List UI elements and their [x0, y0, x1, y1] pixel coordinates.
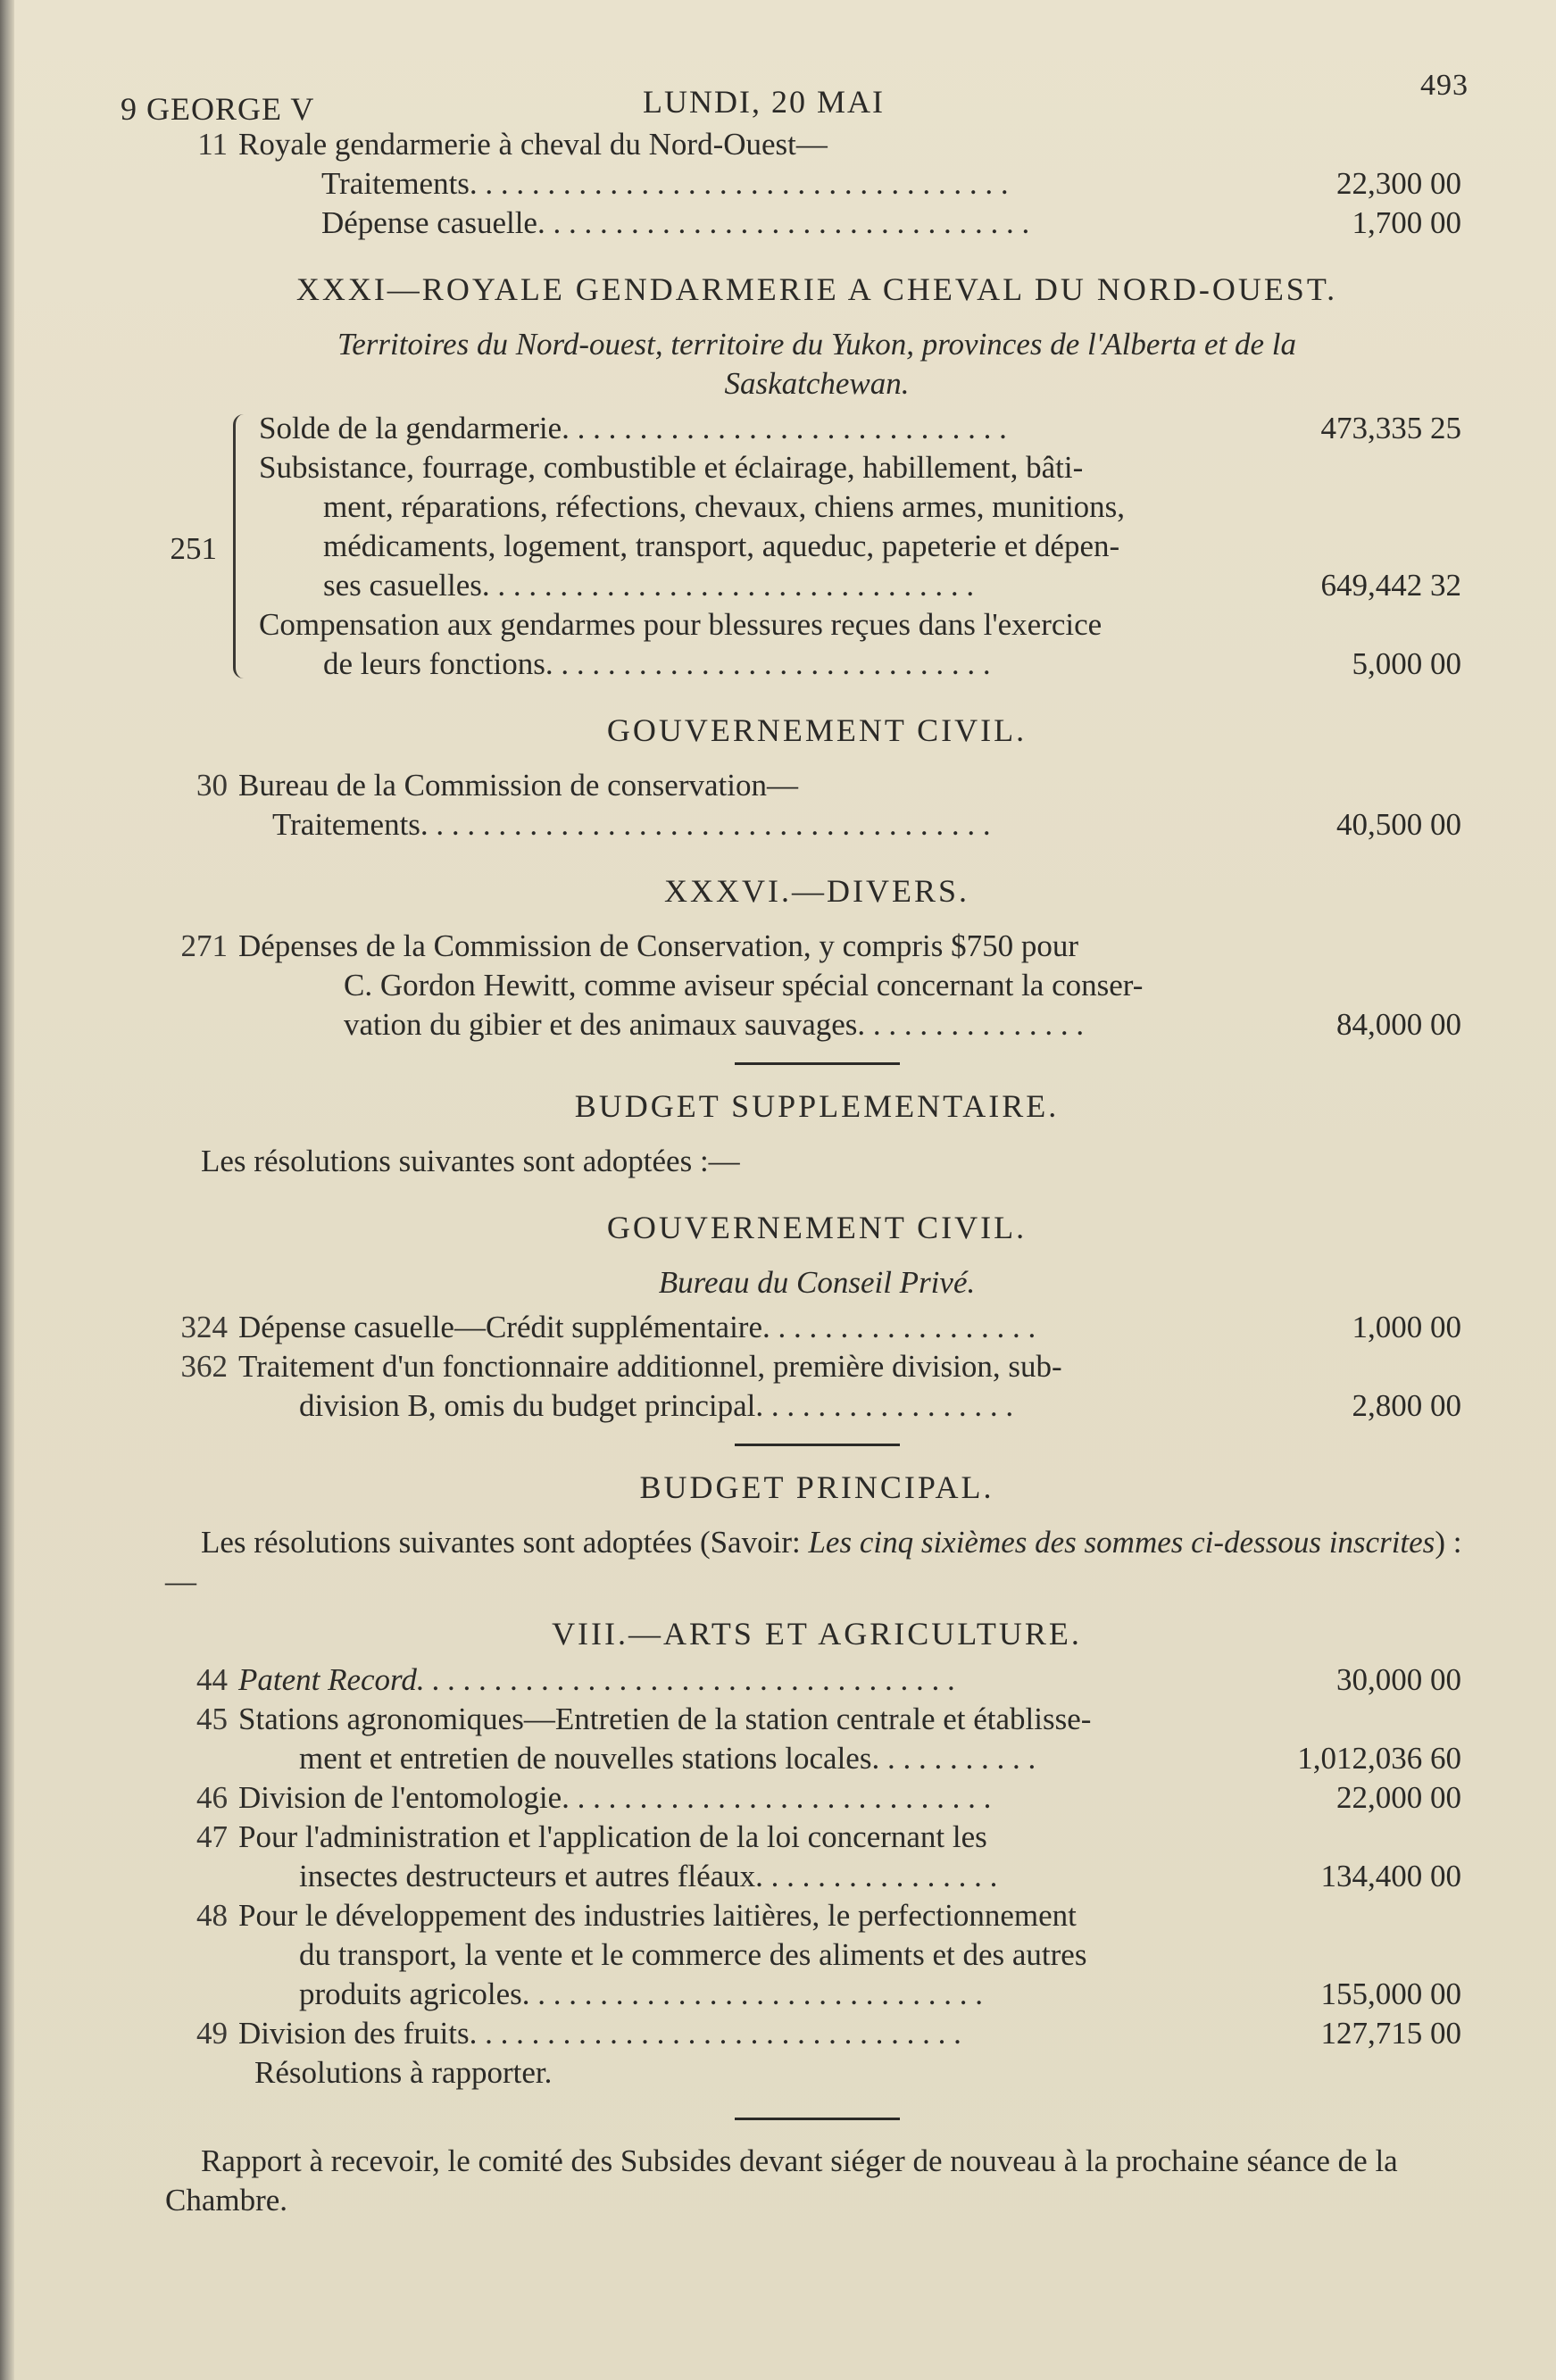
divider-rule	[735, 1062, 900, 1065]
vote-line-amount: 1,012,036 60	[1297, 1741, 1461, 1776]
vote-title: Bureau de la Commission de conservation—	[238, 768, 798, 803]
vote-line-text: Dépense casuelle. . . . . . . . . . . . . . . . . . . . . . . . . . . . . . . .	[321, 205, 1030, 240]
vote-251-group	[165, 409, 1469, 684]
vote-number: 49	[196, 2016, 228, 2051]
section-heading: GOUVERNEMENT CIVIL.	[606, 1210, 1028, 1245]
divider-rule	[735, 1444, 900, 1446]
resolution-text: Les résolutions suivantes sont adoptées :—	[201, 1144, 740, 1178]
report-paragraph: Rapport à recevoir, le comité des Subsides devant siéger de nouveau à la prochaine séance de la Chambre.	[165, 2143, 1398, 2218]
header-regnal-year: 9 GEORGE V	[121, 91, 315, 127]
vote-line-amount: 30,000 00	[1336, 1662, 1461, 1697]
vote-title: Traitement d'un fonctionnaire additionnel, première division, sub-	[238, 1349, 1062, 1384]
vote-number: 11	[197, 127, 228, 162]
page-spine-shadow	[0, 0, 14, 2380]
vote-line-text: Compensation aux gendarmes pour blessures reçues dans l'exercice	[259, 607, 1103, 642]
page-number: 493	[1420, 69, 1469, 102]
vote-line-text: du transport, la vente et le commerce des aliments et des autres	[299, 1937, 1087, 1972]
vote-line	[165, 1005, 1469, 1044]
vote-line-amount: 84,000 00	[1336, 1007, 1461, 1042]
vote-line-text: ment et entretien de nouvelles stations locales. . . . . . . . . . .	[299, 1741, 1036, 1776]
vote-title: Royale gendarmerie à cheval du Nord-Ouest—	[238, 127, 828, 162]
resolution-text: Résolutions à rapporter.	[254, 2055, 553, 2090]
vote-item	[165, 2014, 1469, 2053]
vote-line-amount: 649,442 32	[1320, 568, 1461, 603]
vote-line-text: C. Gordon Hewitt, comme aviseur spécial concernant la conser-	[344, 968, 1144, 1003]
vote-item	[165, 766, 1469, 805]
page-header	[121, 62, 1469, 127]
vote-line	[165, 164, 1469, 204]
vote-item	[165, 1818, 1469, 1857]
vote-number: 48	[196, 1898, 228, 1933]
vote-line-text: médicaments, logement, transport, aqueduc, papeterie et dépen-	[323, 528, 1120, 563]
section-heading: VIII.—ARTS ET AGRICULTURE.	[552, 1616, 1082, 1652]
vote-line	[165, 2053, 1469, 2093]
vote-title: Pour le développement des industries laitières, le perfectionnement	[238, 1898, 1077, 1933]
vote-line	[259, 409, 1469, 448]
vote-line	[259, 448, 1469, 487]
vote-line	[259, 605, 1469, 645]
resolution-text: Les résolutions suivantes sont adoptées (Savoir: Les cinq sixièmes des sommes ci-dessous inscrites) :—	[165, 1525, 1462, 1599]
vote-number: 362	[180, 1349, 228, 1384]
vote-item	[165, 1778, 1469, 1818]
vote-line	[165, 204, 1469, 243]
vote-item	[165, 1700, 1469, 1739]
vote-line	[259, 527, 1469, 566]
vote-number: 30	[196, 768, 228, 803]
vote-line-text: Subsistance, fourrage, combustible et éclairage, habillement, bâti-	[259, 450, 1084, 485]
vote-title: Dépenses de la Commission de Conservation, y compris $750 pour	[238, 928, 1078, 963]
vote-number: 251	[170, 531, 217, 566]
vote-title: Pour l'administration et l'application de la loi concernant les	[238, 1819, 987, 1854]
vote-number: 271	[180, 928, 228, 963]
vote-item	[165, 1660, 1469, 1700]
vote-line	[165, 1975, 1469, 2014]
divider-rule	[735, 2118, 900, 2120]
vote-line-text: vation du gibier et des animaux sauvages. . . . . . . . . . . . . . .	[344, 1007, 1085, 1042]
vote-item	[165, 1347, 1469, 1386]
vote-line-amount: 1,700 00	[1352, 205, 1461, 240]
vote-line-amount: 2,800 00	[1352, 1388, 1461, 1423]
vote-line-text: Traitements. . . . . . . . . . . . . . . . . . . . . . . . . . . . . . . . . . . . .	[272, 807, 991, 842]
vote-line	[259, 645, 1469, 684]
vote-number: 46	[196, 1780, 228, 1815]
vote-number: 324	[180, 1310, 228, 1344]
header-date: LUNDI, 20 MAI	[643, 84, 885, 120]
section-heading: GOUVERNEMENT CIVIL.	[606, 712, 1028, 748]
vote-line-text: ses casuelles. . . . . . . . . . . . . . . . . . . . . . . . . . . . . . . .	[323, 568, 975, 603]
vote-line	[259, 566, 1469, 605]
vote-line-amount: 155,000 00	[1320, 1976, 1461, 2011]
vote-item	[165, 1308, 1469, 1347]
vote-line-text: de leurs fonctions. . . . . . . . . . . . . . . . . . . . . . . . . . . . .	[323, 646, 991, 681]
vote-title: Patent Record. . . . . . . . . . . . . . . . . . . . . . . . . . . . . . . . . . .	[238, 1662, 956, 1697]
vote-line-text: produits agricoles. . . . . . . . . . . . . . . . . . . . . . . . . . . . . .	[299, 1976, 984, 2011]
vote-title: Division de l'entomologie. . . . . . . . . . . . . . . . . . . . . . . . . . . .	[238, 1780, 992, 1815]
vote-line-amount: 40,500 00	[1336, 807, 1461, 842]
section-heading: XXXVI.—DIVERS.	[664, 873, 969, 909]
vote-item	[165, 927, 1469, 966]
vote-line-amount: 134,400 00	[1320, 1859, 1461, 1893]
section-heading: BUDGET SUPPLEMENTAIRE.	[574, 1088, 1060, 1124]
vote-line-text: insectes destructeurs et autres fléaux. . . . . . . . . . . . . . . .	[299, 1859, 998, 1893]
vote-line	[259, 487, 1469, 527]
vote-line	[165, 1386, 1469, 1426]
vote-number: 45	[196, 1702, 228, 1736]
vote-line-text: division B, omis du budget principal. . . . . . . . . . . . . . . . .	[299, 1388, 1014, 1423]
vote-title: Dépense casuelle—Crédit supplémentaire. . . . . . . . . . . . . . . . . .	[238, 1310, 1036, 1344]
vote-line	[165, 1857, 1469, 1896]
vote-number: 47	[196, 1819, 228, 1854]
vote-item	[165, 1896, 1469, 1935]
vote-line	[165, 805, 1469, 845]
vote-line-amount: 5,000 00	[1352, 646, 1461, 681]
vote-number: 44	[196, 1662, 228, 1697]
vote-line-text: Solde de la gendarmerie. . . . . . . . . . . . . . . . . . . . . . . . . . . . .	[259, 411, 1007, 445]
section-subheading: Bureau du Conseil Privé.	[658, 1265, 976, 1300]
brace-icon	[233, 414, 255, 678]
vote-line-amount: 127,715 00	[1320, 2016, 1461, 2051]
vote-line	[165, 1935, 1469, 1975]
vote-title: Stations agronomiques—Entretien de la station centrale et établisse-	[238, 1702, 1092, 1736]
section-heading: BUDGET PRINCIPAL.	[639, 1469, 994, 1505]
vote-line-amount: 22,300 00	[1336, 166, 1461, 201]
vote-line-amount: 22,000 00	[1336, 1780, 1461, 1815]
section-heading: XXXI—ROYALE GENDARMERIE A CHEVAL DU NORD-OUEST.	[295, 271, 1338, 307]
vote-line-text: Traitements. . . . . . . . . . . . . . . . . . . . . . . . . . . . . . . . . . .	[321, 166, 1009, 201]
vote-line-amount: 1,000 00	[1352, 1310, 1461, 1344]
section-subheading: Territoires du Nord-ouest, territoire du Yukon, provinces de l'Alberta et de la Saskatchewan.	[337, 327, 1296, 401]
vote-line-text: ment, réparations, réfections, chevaux, chiens armes, munitions,	[323, 489, 1126, 524]
vote-line-amount: 473,335 25	[1320, 411, 1461, 445]
vote-line	[165, 966, 1469, 1005]
vote-line	[165, 1739, 1469, 1778]
page-content	[121, 62, 1469, 2229]
vote-item	[165, 125, 1469, 164]
vote-title: Division des fruits. . . . . . . . . . . . . . . . . . . . . . . . . . . . . . . .	[238, 2016, 961, 2051]
